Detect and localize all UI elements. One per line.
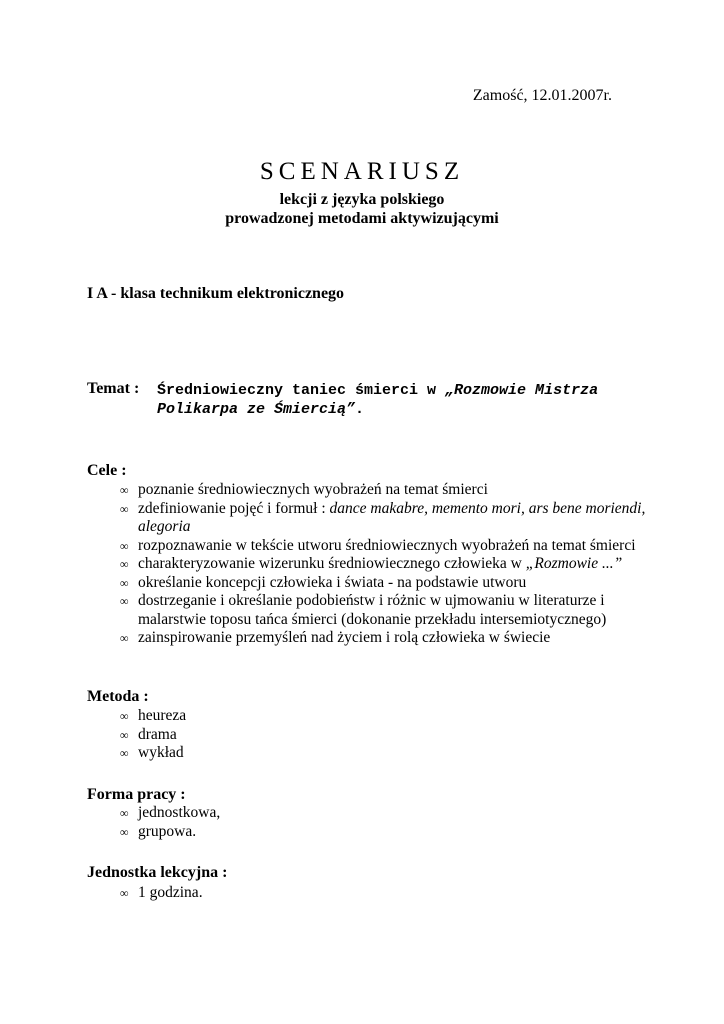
list-item-text: 1 godzina. xyxy=(138,884,203,901)
document-date: Zamość, 12.01.2007r. xyxy=(472,87,612,104)
list-item xyxy=(120,707,650,726)
document-title: SCENARIUSZ xyxy=(259,158,465,185)
list-item xyxy=(120,537,650,556)
list-item xyxy=(120,592,650,629)
infinity-bullet-icon: ∞ xyxy=(120,557,129,571)
list-item-text: wykład xyxy=(138,744,184,761)
list-item xyxy=(120,744,650,763)
list-item-text-italic: „Rozmowie ...” xyxy=(525,555,623,572)
infinity-bullet-icon: ∞ xyxy=(120,824,129,839)
method-label: Metoda : xyxy=(87,688,149,705)
lesson-unit-list xyxy=(120,884,650,903)
document-subtitle-2: prowadzonej metodami aktywizującymi xyxy=(225,210,499,227)
topic-text-end: . xyxy=(355,401,365,418)
infinity-bullet-icon: ∞ xyxy=(120,727,129,742)
infinity-bullet-icon: ∞ xyxy=(120,709,129,723)
list-item-text-italic: dance makabre, memento mori, ars bene moriendi, alegoria xyxy=(138,499,646,535)
list-item xyxy=(120,804,650,823)
work-form-label: Forma pracy : xyxy=(87,786,186,803)
list-item xyxy=(120,726,650,745)
list-item-text: poznanie średniowiecznych wyobrażeń na temat śmierci xyxy=(138,481,488,498)
method-list xyxy=(120,707,650,763)
infinity-bullet-icon: ∞ xyxy=(120,746,129,760)
list-item-text: dostrzeganie i określanie podobieństw i różnic w ujmowaniu w literaturze i malarstwie toposu tańca śmierci (dokonanie przekładu intersemiotycznego) xyxy=(138,592,607,628)
list-item xyxy=(120,555,650,574)
topic-text-italic-1: „Rozmowie Mistrza xyxy=(445,382,599,399)
list-item xyxy=(120,884,650,903)
topic-text-plain: Średniowieczny taniec śmierci w xyxy=(157,382,446,399)
list-item-text: charakteryzowanie wizerunku średniowiecznego człowieka w xyxy=(138,555,526,572)
goals-label: Cele : xyxy=(87,462,127,479)
infinity-bullet-icon: ∞ xyxy=(120,806,129,820)
list-item-text: rozpoznawanie w tekście utworu średniowiecznych wyobrażeń na temat śmierci xyxy=(138,536,636,554)
infinity-bullet-icon: ∞ xyxy=(120,483,129,497)
document-subtitle-1: lekcji z języka polskiego xyxy=(279,191,445,208)
lesson-unit-label: Jednostka lekcyjna : xyxy=(87,864,228,881)
class-line: I A - klasa technikum elektronicznego xyxy=(87,285,345,302)
list-item xyxy=(120,823,650,842)
list-item-text: heureza xyxy=(138,707,187,724)
topic-text-italic-2: Polikarpa ze Śmiercią” xyxy=(157,401,356,418)
infinity-bullet-icon: ∞ xyxy=(120,886,129,900)
topic-text xyxy=(157,381,677,419)
list-item-text: zdefiniowanie pojęć i formuł : xyxy=(138,499,330,517)
list-item xyxy=(120,500,650,537)
list-item-text: jednostkowa, xyxy=(138,804,221,821)
topic-label: Temat : xyxy=(87,380,140,397)
list-item-text: zainspirowanie przemyśleń nad życiem i rolą człowieka w świecie xyxy=(138,629,551,646)
list-item xyxy=(120,629,650,648)
work-form-list xyxy=(120,804,650,841)
infinity-bullet-icon: ∞ xyxy=(120,575,129,590)
infinity-bullet-icon: ∞ xyxy=(120,538,129,553)
infinity-bullet-icon: ∞ xyxy=(120,631,129,645)
infinity-bullet-icon: ∞ xyxy=(120,501,129,516)
list-item xyxy=(120,481,650,500)
goals-list xyxy=(120,481,650,648)
list-item xyxy=(120,574,650,593)
list-item-text: grupowa. xyxy=(138,822,197,840)
infinity-bullet-icon: ∞ xyxy=(120,594,129,608)
list-item-text: drama xyxy=(138,725,177,743)
list-item-text: określanie koncepcji człowieka i świata - na podstawie utworu xyxy=(138,573,527,591)
